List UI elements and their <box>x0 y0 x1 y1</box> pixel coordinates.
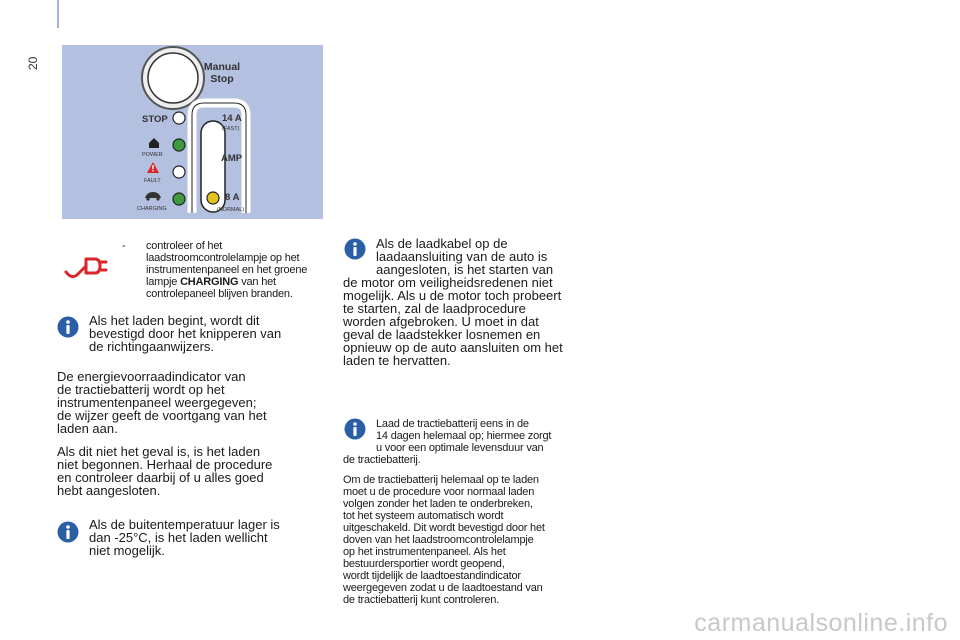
charging-led <box>173 193 185 205</box>
amp-8a-led <box>207 192 219 204</box>
manual-label: Manual <box>203 61 241 73</box>
bullet-line: controleer of het <box>146 240 223 252</box>
watermark: carmanualsonline.info <box>694 609 948 637</box>
stop-label: STOP <box>142 114 168 125</box>
charging-bold: CHARGING <box>180 276 239 288</box>
stop-led <box>173 112 185 124</box>
charging-plug-icon <box>64 250 108 287</box>
amp-14-label: 14 A <box>222 113 242 124</box>
info-icon <box>57 316 79 343</box>
paragraph-full-charge-procedure: Om de tractiebatterij helemaal op te laden moet u de procedure voor normaal laden volgen zonder het laden te onderbreken, tot het systeem automatisch wordt uitgeschakeld. Dit wordt bevestigd door het doven van het laadstroomcontrolelampje op het instrumentenpaneel. Als het bestuurdersportier wordt geopend, wordt tijdelijk de laadtoestandindicator weergegeven zodat u de laadtoestand van de tractiebatterij kunt controleren. <box>343 474 545 606</box>
power-led <box>173 139 185 151</box>
fault-led <box>173 166 185 178</box>
page-number: 20 <box>26 56 40 70</box>
info-note-cable-body: de motor om veiligheidsredenen niet mogelijk. Als u de motor toch probeert te starten, zal de laadprocedure worden afgebroken. U moet in dat geval de laadstekker losnemen en opnieuw op de auto aansluiten om het laden te hervatten. <box>343 275 563 368</box>
bullet-line: instrumentenpaneel en het groene <box>146 264 308 276</box>
power-label: POWER <box>142 152 163 158</box>
info-note-full-charge-end: de tractiebatterij. <box>343 454 421 466</box>
info-icon <box>344 238 366 265</box>
amp-label: AMP <box>221 153 243 164</box>
fast-label: (FAST) <box>222 126 240 132</box>
info-note-temperature: Als de buitentemperatuur lager is dan -25°C, is het laden wellicht niet mogelijk. <box>89 517 280 558</box>
charging-panel-illustration <box>62 45 323 219</box>
fault-label: FAULT <box>144 178 161 184</box>
amp-8-label: 8 A <box>225 192 240 203</box>
bullet-line: controlepaneel blijven branden. <box>146 288 293 300</box>
page-edge-line <box>57 0 59 28</box>
info-icon <box>57 521 79 548</box>
paragraph-charging-not-started: Als dit niet het geval is, is het laden niet begonnen. Herhaal de procedure en controleer daarbij of u alles goed hebt aangesloten. <box>57 444 273 498</box>
info-note-charging-start: Als het laden begint, wordt dit bevestigd door het knipperen van de richtingaanwijzers. <box>89 313 282 354</box>
power-icon <box>149 138 159 148</box>
charging-panel-drawing <box>62 45 323 219</box>
stop-button-label: Stop <box>210 73 234 85</box>
car-icon <box>145 192 161 198</box>
bullet-line: lampje CHARGING van het <box>146 276 276 288</box>
info-icon <box>344 418 366 445</box>
paragraph-energy-indicator: De energievoorraadindicator van de tractiebatterij wordt op het instrumentenpaneel weergegeven; de wijzer geeft de voortgang van het laden aan. <box>57 369 267 436</box>
bullet-dash: - <box>122 240 126 252</box>
info-note-cable-top: Als de laadkabel op de laadaansluiting van de auto is aangesloten, is het starten van <box>376 236 554 277</box>
bullet-text <box>146 240 328 300</box>
normal-label: (NORMAL) <box>217 207 245 213</box>
manual-stop-button-inner <box>148 53 198 103</box>
info-note-full-charge-top: Laad de tractiebatterij eens in de 14 dagen helemaal op; hiermee zorgt u voor een optimale levensduur van <box>376 418 552 454</box>
charging-label: CHARGING <box>137 206 167 212</box>
bullet-line: laadstroomcontrolelampje op het <box>146 252 300 264</box>
